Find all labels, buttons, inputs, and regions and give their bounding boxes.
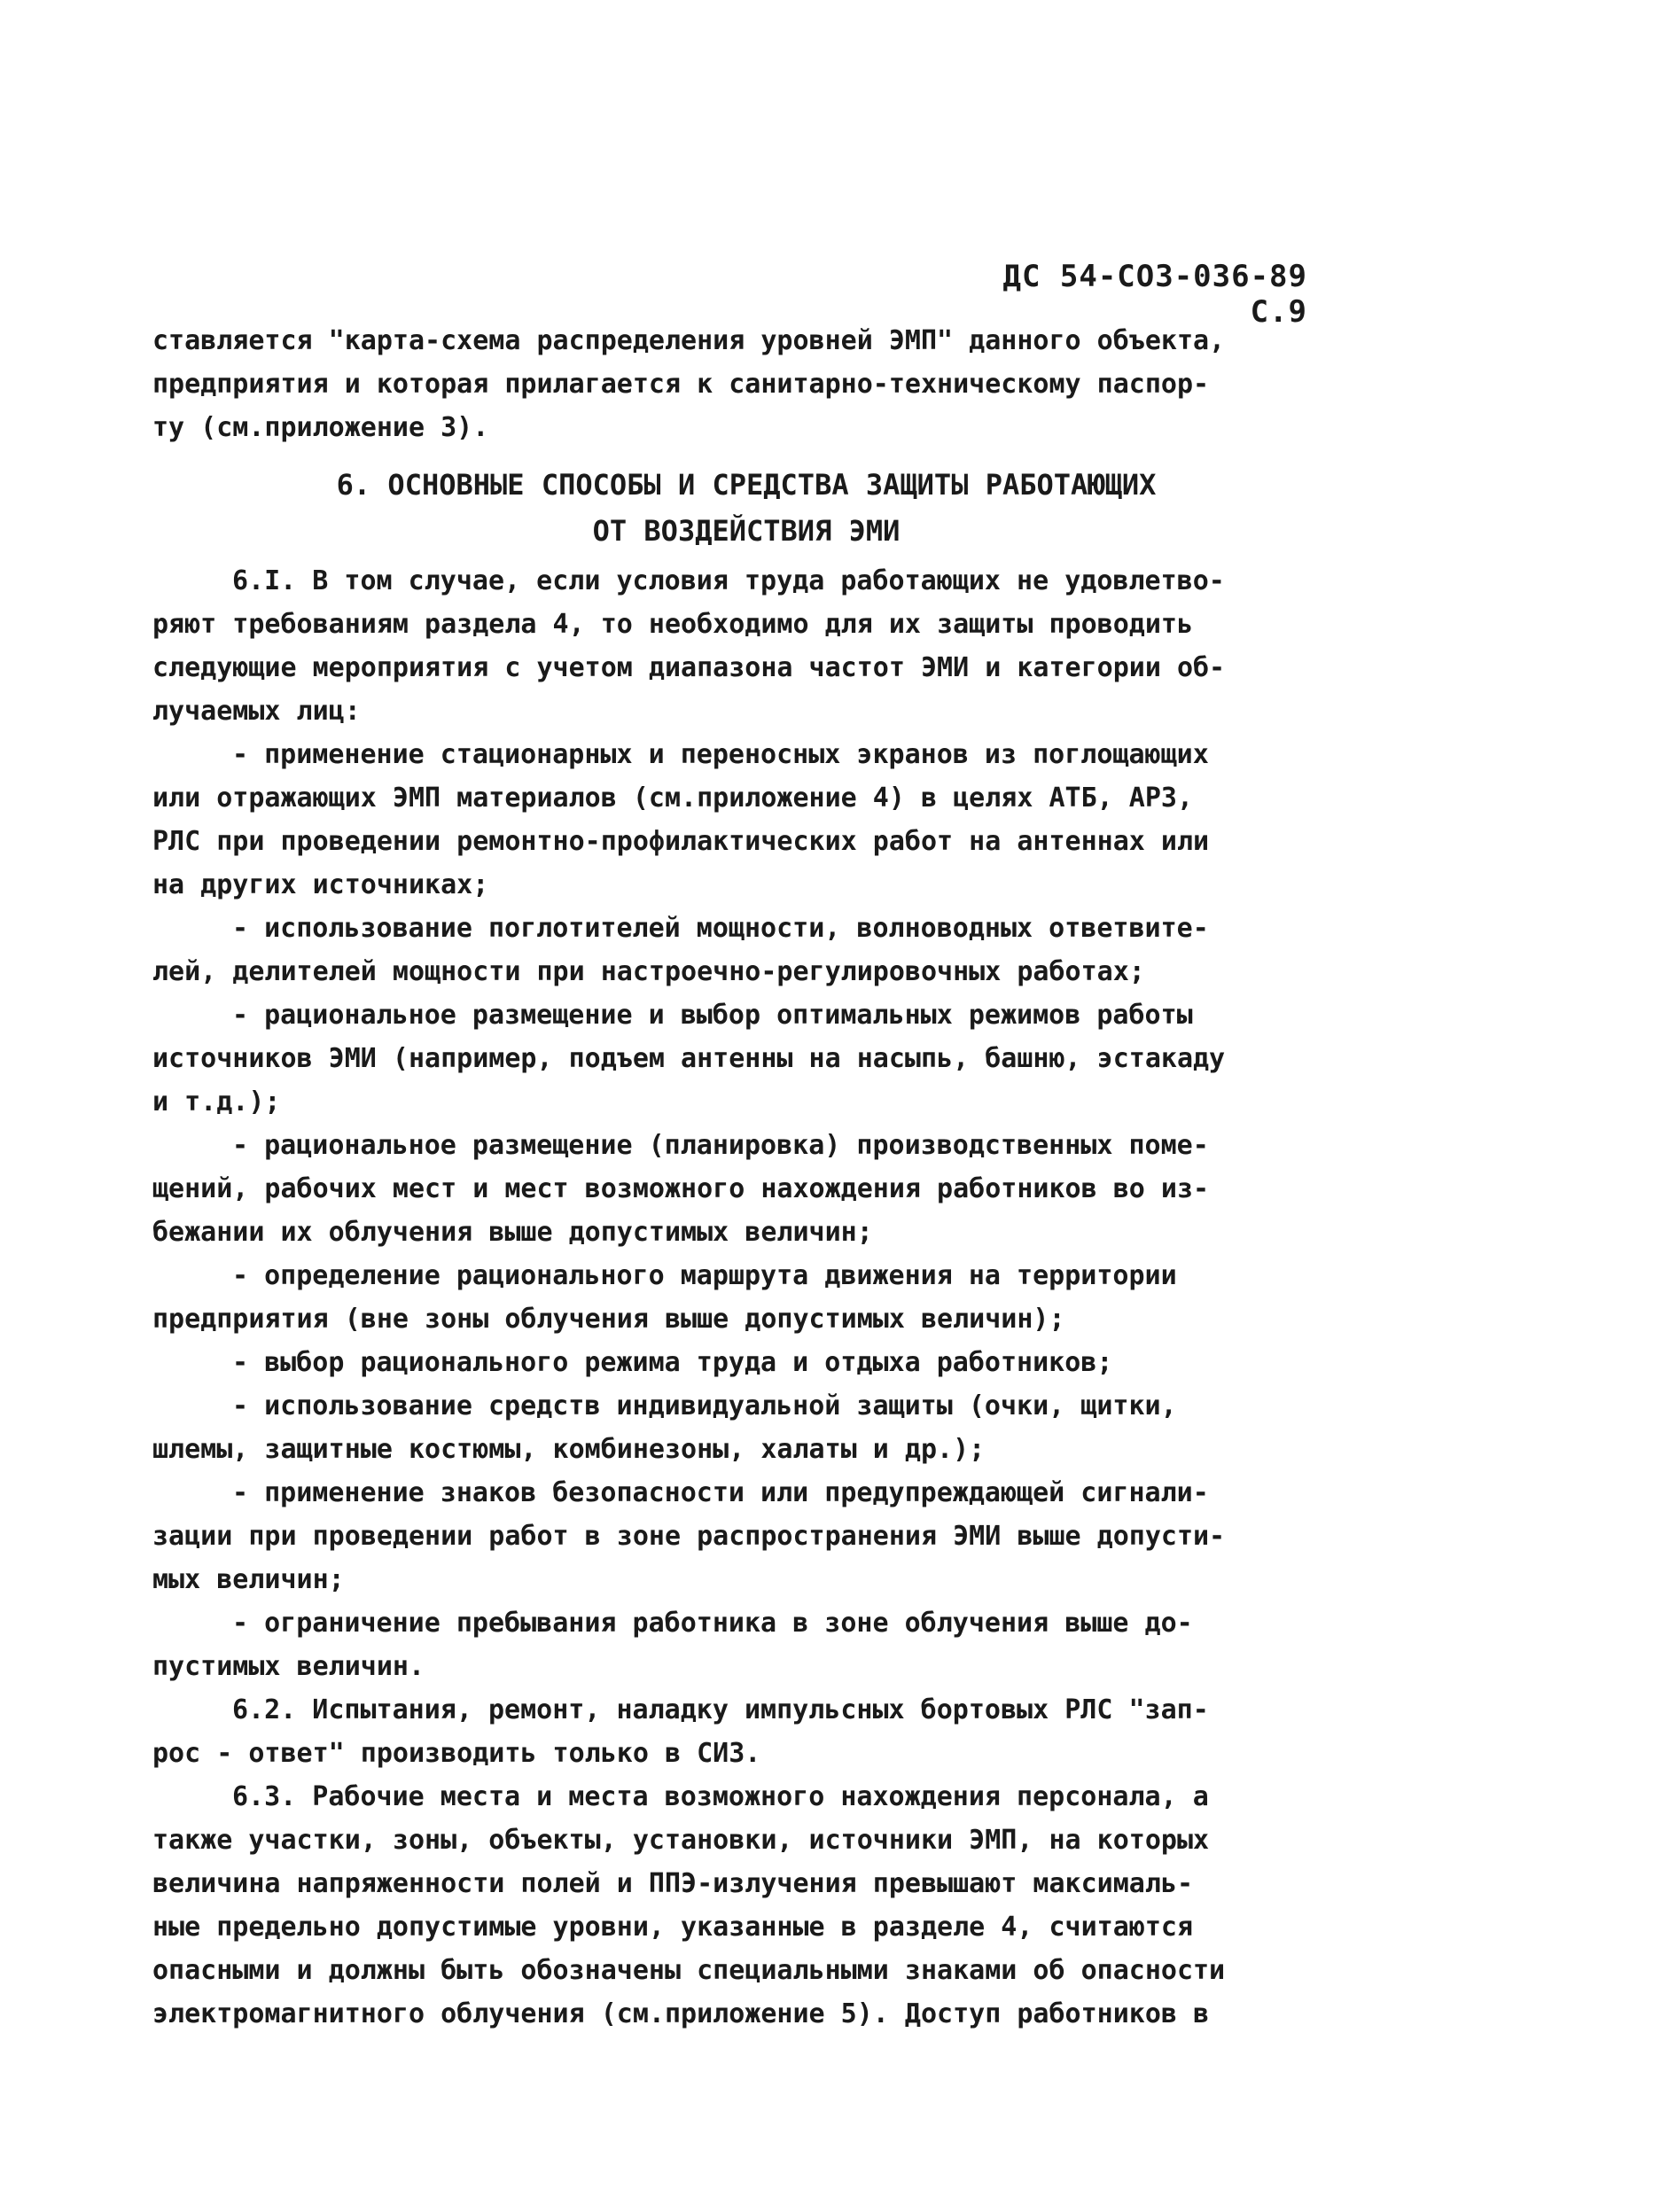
text-line: ставляется "карта-схема распределения уровней ЭМП" данного объекта, xyxy=(152,325,1226,356)
text-line: пустимых величин. xyxy=(152,1651,425,1682)
text-line: бежании их облучения выше допустимых величин; xyxy=(152,1217,873,1248)
section-title-line-2: ОТ ВОЗДЕЙСТВИЯ ЭМИ xyxy=(592,514,901,548)
text-line: - применение знаков безопасности или предупреждающей сигнали- xyxy=(232,1477,1209,1508)
text-line: ту (см.приложение 3). xyxy=(152,412,489,443)
text-line: - выбор рационального режима труда и отдыха работников; xyxy=(232,1347,1113,1378)
text-line: 6.2. Испытания, ремонт, наладку импульсных бортовых РЛС "зап- xyxy=(232,1694,1209,1725)
text-line: РЛС при проведении ремонтно-профилактических работ на антеннах или xyxy=(152,826,1210,857)
text-line: - рациональное размещение (планировка) производственных поме- xyxy=(232,1130,1209,1161)
list-item xyxy=(152,1384,1340,1471)
text-line: - применение стационарных и переносных экранов из поглощающих xyxy=(232,739,1209,770)
text-line: источников ЭМИ (например, подъем антенны на насыпь, башню, эстакаду xyxy=(152,1043,1226,1074)
text-line: и т.д.); xyxy=(152,1087,281,1118)
text-line: рос - ответ" производить только в СИЗ. xyxy=(152,1738,761,1769)
text-line: предприятия и которая прилагается к санитарно-техническому паспор- xyxy=(152,369,1210,400)
text-line: - использование поглотителей мощности, волноводных ответвите- xyxy=(232,913,1209,944)
list-item xyxy=(152,907,1340,993)
text-line: также участки, зоны, объекты, установки, источники ЭМП, на которых xyxy=(152,1825,1210,1856)
list-item xyxy=(152,1254,1340,1341)
text-line: или отражающих ЭМП материалов (см.приложение 4) в целях АТБ, АРЗ, xyxy=(152,783,1193,814)
text-line: предприятия (вне зоны облучения выше допустимых величин); xyxy=(152,1304,1065,1335)
text-line: величина напряженности полей и ППЭ-излучения превышают максималь- xyxy=(152,1868,1193,1899)
document-code-header: ДС 54-СОЗ-036-89 С.9 xyxy=(1002,259,1307,330)
text-line: 6.I. В том случае, если условия труда работающих не удовлетво- xyxy=(232,565,1225,596)
list-item xyxy=(152,1124,1340,1254)
list-item xyxy=(152,1341,1340,1384)
document-body xyxy=(152,319,1340,2036)
text-line: - ограничение пребывания работника в зоне облучения выше до- xyxy=(232,1608,1193,1639)
list-item xyxy=(152,733,1340,907)
text-line: шлемы, защитные костюмы, комбинезоны, халаты и др.); xyxy=(152,1434,986,1465)
text-line: опасными и должны быть обозначены специальными знаками об опасности xyxy=(152,1955,1226,1986)
paragraph-6-1 xyxy=(152,559,1340,733)
text-line: щений, рабочих мест и мест возможного нахождения работников во из- xyxy=(152,1173,1210,1204)
text-line: следующие мероприятия с учетом диапазона частот ЭМИ и категории об- xyxy=(152,652,1226,683)
text-line: мых величин; xyxy=(152,1564,345,1595)
text-line: зации при проведении работ в зоне распространения ЭМИ выше допусти- xyxy=(152,1521,1226,1552)
text-line: 6.3. Рабочие места и места возможного нахождения персонала, а xyxy=(232,1781,1209,1812)
section-heading xyxy=(152,462,1340,554)
text-line: лучаемых лиц: xyxy=(152,696,361,727)
list-item xyxy=(152,993,1340,1124)
text-line: - рациональное размещение и выбор оптимальных режимов работы xyxy=(232,1000,1193,1031)
paragraph-6-2 xyxy=(152,1688,1340,1775)
list-item xyxy=(152,1471,1340,1601)
text-line: ряют требованиям раздела 4, то необходимо для их защиты проводить xyxy=(152,609,1193,640)
text-line: ные предельно допустимые уровни, указанные в разделе 4, считаются xyxy=(152,1912,1193,1943)
section-title-line-1: 6. ОСНОВНЫЕ СПОСОБЫ И СРЕДСТВА ЗАЩИТЫ РАБОТАЮЩИХ xyxy=(336,468,1157,502)
text-line: - использование средств индивидуальной защиты (очки, щитки, xyxy=(232,1390,1177,1421)
text-line: на других источниках; xyxy=(152,869,489,900)
measures-list xyxy=(152,733,1340,1688)
paragraph-6-3 xyxy=(152,1775,1340,2036)
list-item xyxy=(152,1601,1340,1688)
intro-paragraph xyxy=(152,319,1340,449)
text-line: электромагнитного облучения (см.приложение 5). Доступ работников в xyxy=(152,1998,1210,2029)
text-line: лей, делителей мощности при настроечно-регулировочных работах; xyxy=(152,956,1145,987)
text-line: - определение рационального маршрута движения на территории xyxy=(232,1260,1177,1291)
